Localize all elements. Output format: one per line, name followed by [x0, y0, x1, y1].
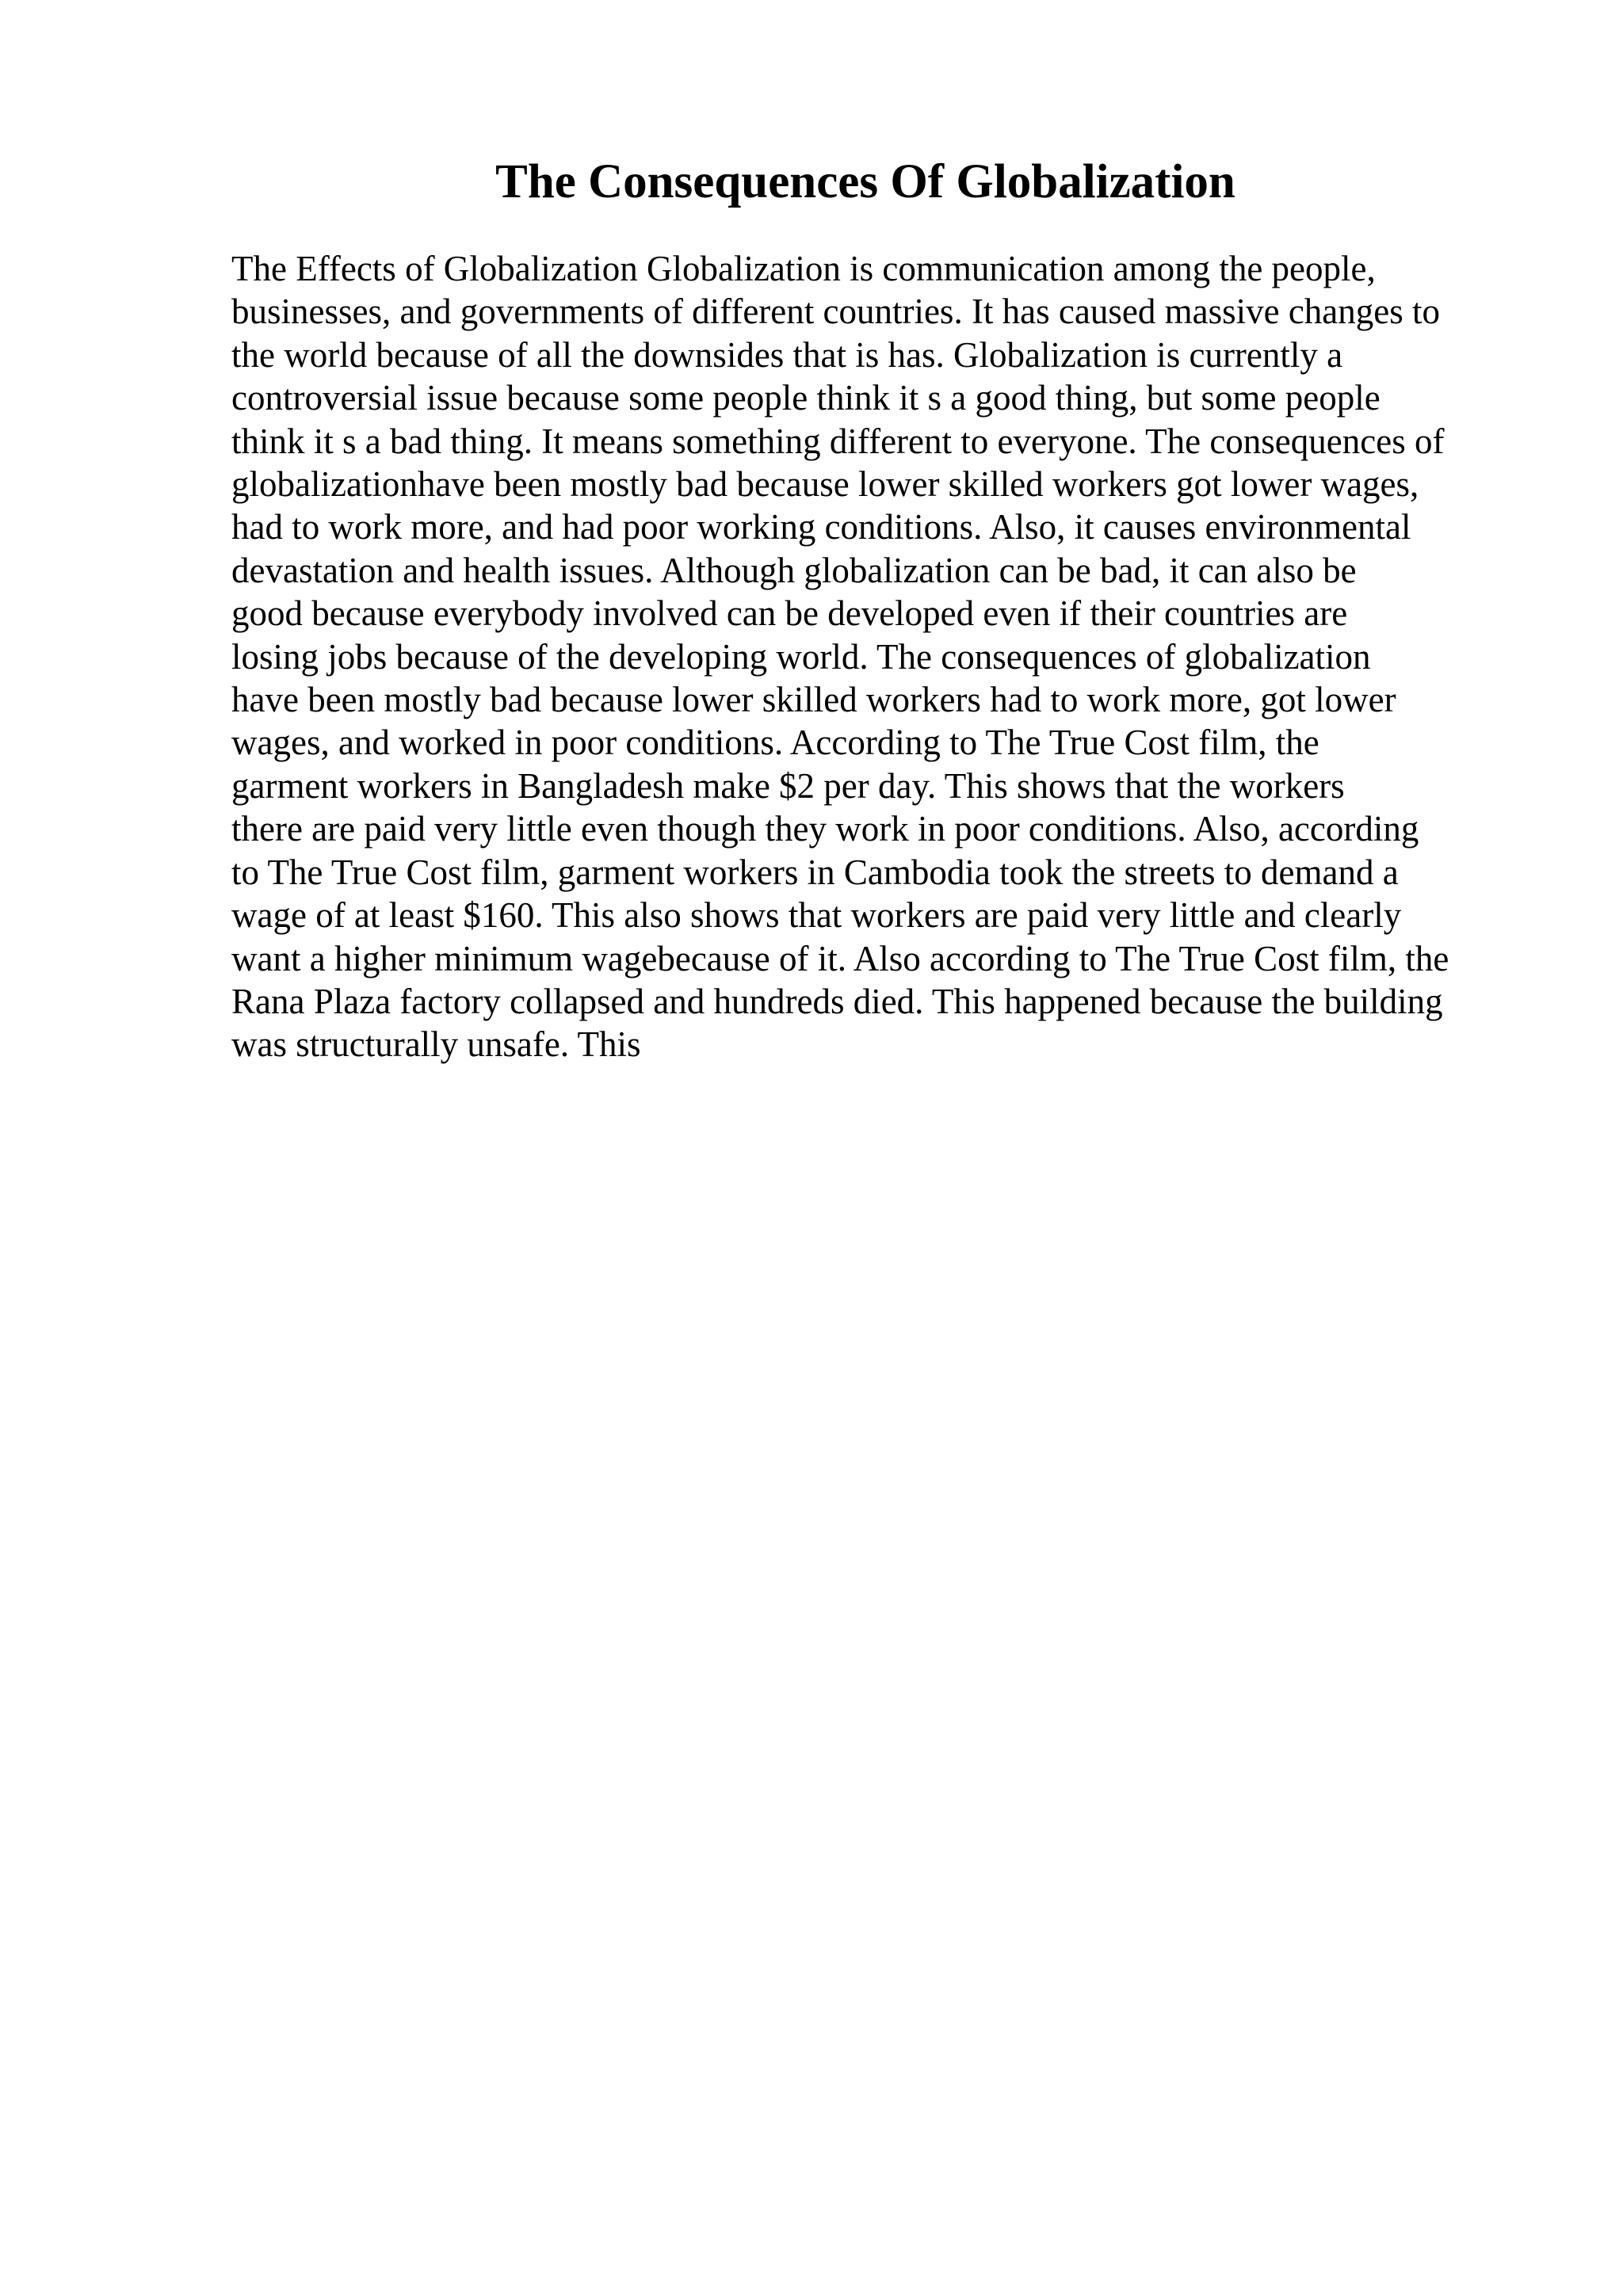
body-line: good because everybody involved can be developed even if their countries are — [231, 593, 1348, 634]
body-line: businesses, and governments of different countries. It has caused massive changes to — [231, 292, 1441, 332]
body-line: think it s a bad thing. It means something different to everyone. The consequences of — [231, 421, 1445, 461]
body-line: had to work more, and had poor working conditions. Also, it causes environmental — [231, 507, 1411, 547]
document-body — [231, 247, 1515, 1066]
body-line: garment workers in Bangladesh make $2 per day. This shows that the workers — [231, 765, 1345, 806]
body-line: wages, and worked in poor conditions. According to The True Cost film, the — [231, 723, 1319, 763]
body-line: globalizationhave been mostly bad because lower skilled workers got lower wages, — [231, 464, 1419, 505]
body-line: controversial issue because some people think it s a good thing, but some people — [231, 378, 1381, 418]
body-line: Rana Plaza factory collapsed and hundreds died. This happened because the building — [231, 981, 1443, 1021]
body-line: wage of at least $160. This also shows that workers are paid very little and clearly — [231, 895, 1402, 936]
body-line: losing jobs because of the developing world. The consequences of globalization — [231, 636, 1371, 677]
body-line: devastation and health issues. Although globalization can be bad, it can also be — [231, 550, 1357, 590]
body-line: there are paid very little even though they work in poor conditions. Also, according — [231, 809, 1419, 849]
body-line: want a higher minimum wagebecause of it. Also according to The True Cost film, the — [231, 938, 1449, 978]
body-line: have been mostly bad because lower skilled workers had to work more, got lower — [231, 680, 1396, 720]
body-line: The Effects of Globalization Globalization is communication among the people, — [231, 249, 1376, 288]
body-line: was structurally unsafe. This — [231, 1024, 641, 1065]
body-line: the world because of all the downsides that is has. Globalization is currently a — [231, 334, 1343, 375]
document-title: The Consequences Of Globalization — [495, 155, 1235, 208]
body-line: to The True Cost film, garment workers in Cambodia took the streets to demand a — [231, 852, 1399, 892]
